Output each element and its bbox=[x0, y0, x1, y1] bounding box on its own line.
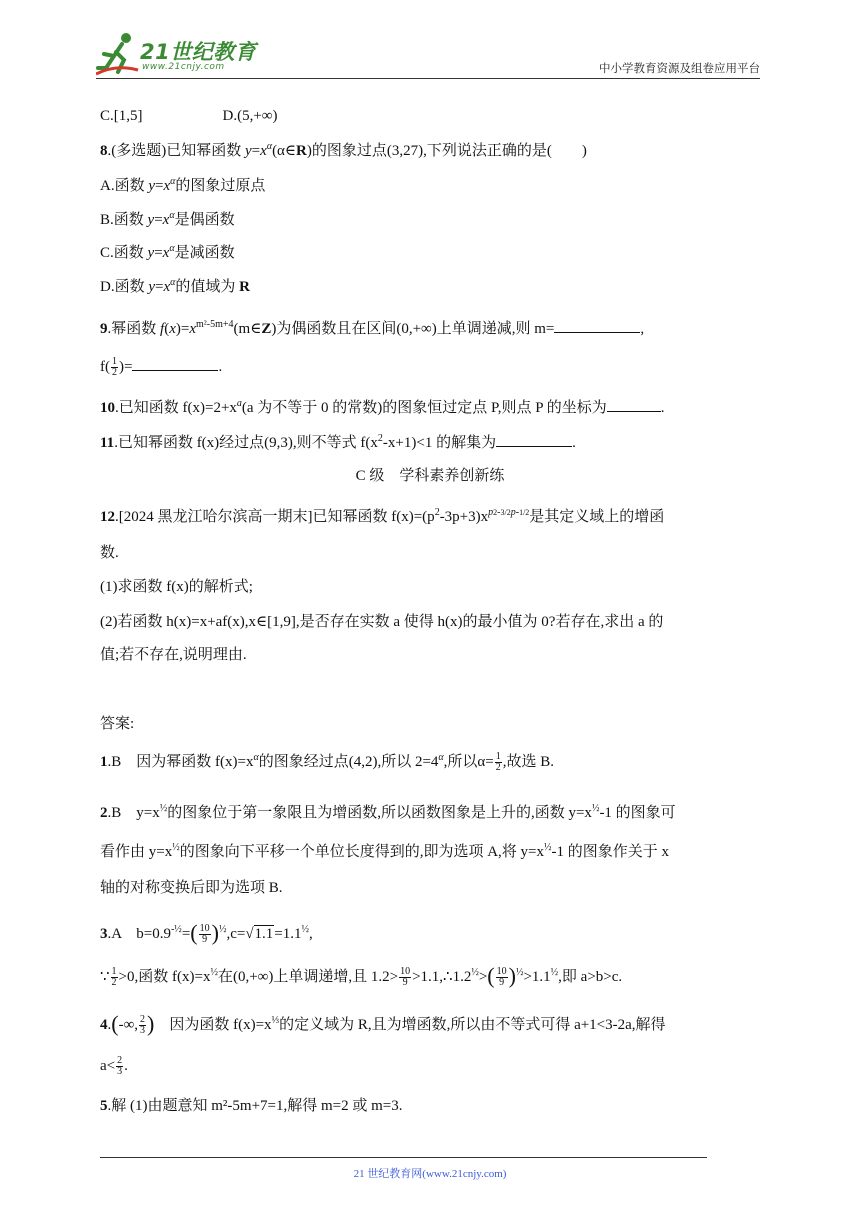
q9-line2: f( $\frac{1}{2}$ )= . bbox=[100, 356, 223, 379]
q12-stem: 12.[2024 黑龙江哈尔滨高一期末]已知幂函数 $f(x)=(p^2-3p+3)x^{p2-3/2p-1/2}$是其定义域上的增函 bbox=[100, 507, 665, 525]
q8-R: R bbox=[296, 143, 307, 159]
q11-stem: 11.已知幂函数 f(x)经过点(9,3),则不等式 $f(x^2-x+1)<1$ 的解集为 . bbox=[100, 433, 576, 451]
logo-url: www.21cnjy.com bbox=[142, 62, 225, 72]
q9-number: 9 bbox=[100, 321, 108, 337]
site-name: 中小学教育资源及组卷应用平台 bbox=[599, 61, 760, 75]
q7-option-c: C.[1,5] bbox=[100, 108, 143, 124]
q12-sub1: (1)求函数 f(x)的解析式; bbox=[100, 579, 253, 595]
q10-number: 10 bbox=[100, 400, 115, 416]
q10-stem: 10.已知函数 $f(x)=2+x^a(a$ 为不等于 0 的常数)的图象恒过定点 P,则点 P 的坐标为 . bbox=[100, 398, 665, 416]
answer-2-line1: 2.B $y=x^{\frac{1}{2}}$的图象位于第一象限且为增函数,所以函数图象是上升的,函数 $y=x^{\frac{1}{2}}-1$ 的图象可 bbox=[100, 803, 676, 821]
answer-4-line1: 4.(-∞, $\frac{2}{3}$ ) 因为函数 $f(x)=x^{\frac{1}{3}}$的定义域为 R,且为增函数,所以由不等式可得 a+1<3-2a,解得 bbox=[100, 1011, 666, 1037]
logo-text: 21世纪教育 bbox=[140, 40, 257, 64]
q11-number: 11 bbox=[100, 435, 115, 451]
answers-label: 答案: bbox=[100, 716, 135, 732]
answer-1: 1.B 因为幂函数 $f(x)=x^\alpha$的图象经过点(4,2),所以 $2=4^\alpha$,所以α= $\frac{1}{2}$ ,故选 B. bbox=[100, 751, 554, 774]
answer-3-line2: ∵ $\frac{1}{2}$ >0,函数 $f(x)=x^{\frac{1}{2}}$在(0,+∞)上单调递增,且 1.2> $\frac{10}{9}$ $>1.1,\therefore 1.2^{\frac{1}{2}}>$( $\frac{10}{9}$ )$^{\frac{1}{2}}>1.1^{\frac{1}{2}}$,即 a>b>c. bbox=[100, 963, 623, 989]
q8-number: 8 bbox=[100, 143, 108, 159]
q8-option-c: C.函数 $y=x^\alpha$是减函数 bbox=[100, 243, 235, 261]
q8-option-d: D.函数 $y=x^\alpha$的值域为 R bbox=[100, 277, 251, 295]
q12-line2: 数. bbox=[100, 545, 119, 561]
answer-2-line2: 看作由 $y=x^{\frac{1}{2}}$的图象向下平移一个单位长度得到的,即为选项 A,将 $y=x^{\frac{1}{2}}-1$ 的图象作关于 x bbox=[100, 842, 670, 860]
q9-blank-f bbox=[132, 356, 218, 371]
q7-option-d: D.(5,+∞) bbox=[222, 108, 278, 124]
section-c-heading: C 级 学科素养创新练 bbox=[355, 468, 505, 484]
footer-link[interactable]: 21 世纪教育网(www.21cnjy.com) bbox=[353, 1168, 507, 1180]
q12-number: 12 bbox=[100, 509, 115, 525]
q12-sub2-a: (2)若函数 h(x)=x+af(x),x∈[1,9],是否存在实数 a 使得 h(x)的最小值为 0?若存在,求出 a 的 bbox=[100, 614, 664, 630]
header-divider bbox=[96, 78, 760, 79]
q8-stem: 8.(多选题)已知幂函数 $y=x^\alpha(\alpha\in R)$的图象过点(3,27),下列说法正确的是( ) bbox=[100, 141, 587, 159]
answer-3-line1: 3.A $b=0.9^{-\frac{1}{2}}=$( $\frac{10}{9}$ )$^{\frac{1}{2}},c=√1.1=1.1^{\frac{1}{2}}$, bbox=[100, 920, 313, 946]
q9-blank-m bbox=[554, 318, 640, 333]
q8-stem-a: .(多选题)已知幂函数 bbox=[107, 143, 245, 159]
q8-stem-c: )的图象过点(3,27),下列说法正确的是( ) bbox=[306, 143, 587, 159]
q9-exponent: m²-5m+4 bbox=[196, 319, 234, 330]
footer-divider bbox=[100, 1157, 707, 1158]
answer-4-line2: a< $\frac{2}{3}$ . bbox=[100, 1055, 128, 1078]
runner-logo-icon bbox=[96, 30, 140, 76]
q8-option-b: B.函数 $y=x^\alpha$是偶函数 bbox=[100, 210, 235, 228]
answer-5: 5.解 (1)由题意知 m²-5m+7=1,解得 m=2 或 m=3. bbox=[100, 1098, 403, 1114]
page-header bbox=[96, 30, 760, 78]
answer-2-line3: 轴的对称变换后即为选项 B. bbox=[100, 880, 283, 896]
q8-stem-b: (α∈ bbox=[272, 143, 297, 159]
q10-blank bbox=[607, 397, 661, 412]
q9-stem: 9.幂函数 $f(x)=x^{m^2-5m+4}(m\in Z)$为偶函数且在区间(0,+∞)上单调递减,则 m= , bbox=[100, 319, 645, 337]
q12-sub2-b: 值;若不存在,说明理由. bbox=[100, 647, 247, 663]
q8-option-a: A.函数 $y=x^\alpha$的图象过原点 bbox=[100, 176, 266, 194]
logo bbox=[96, 30, 266, 78]
q7-options bbox=[100, 106, 760, 126]
q11-blank bbox=[496, 432, 572, 447]
